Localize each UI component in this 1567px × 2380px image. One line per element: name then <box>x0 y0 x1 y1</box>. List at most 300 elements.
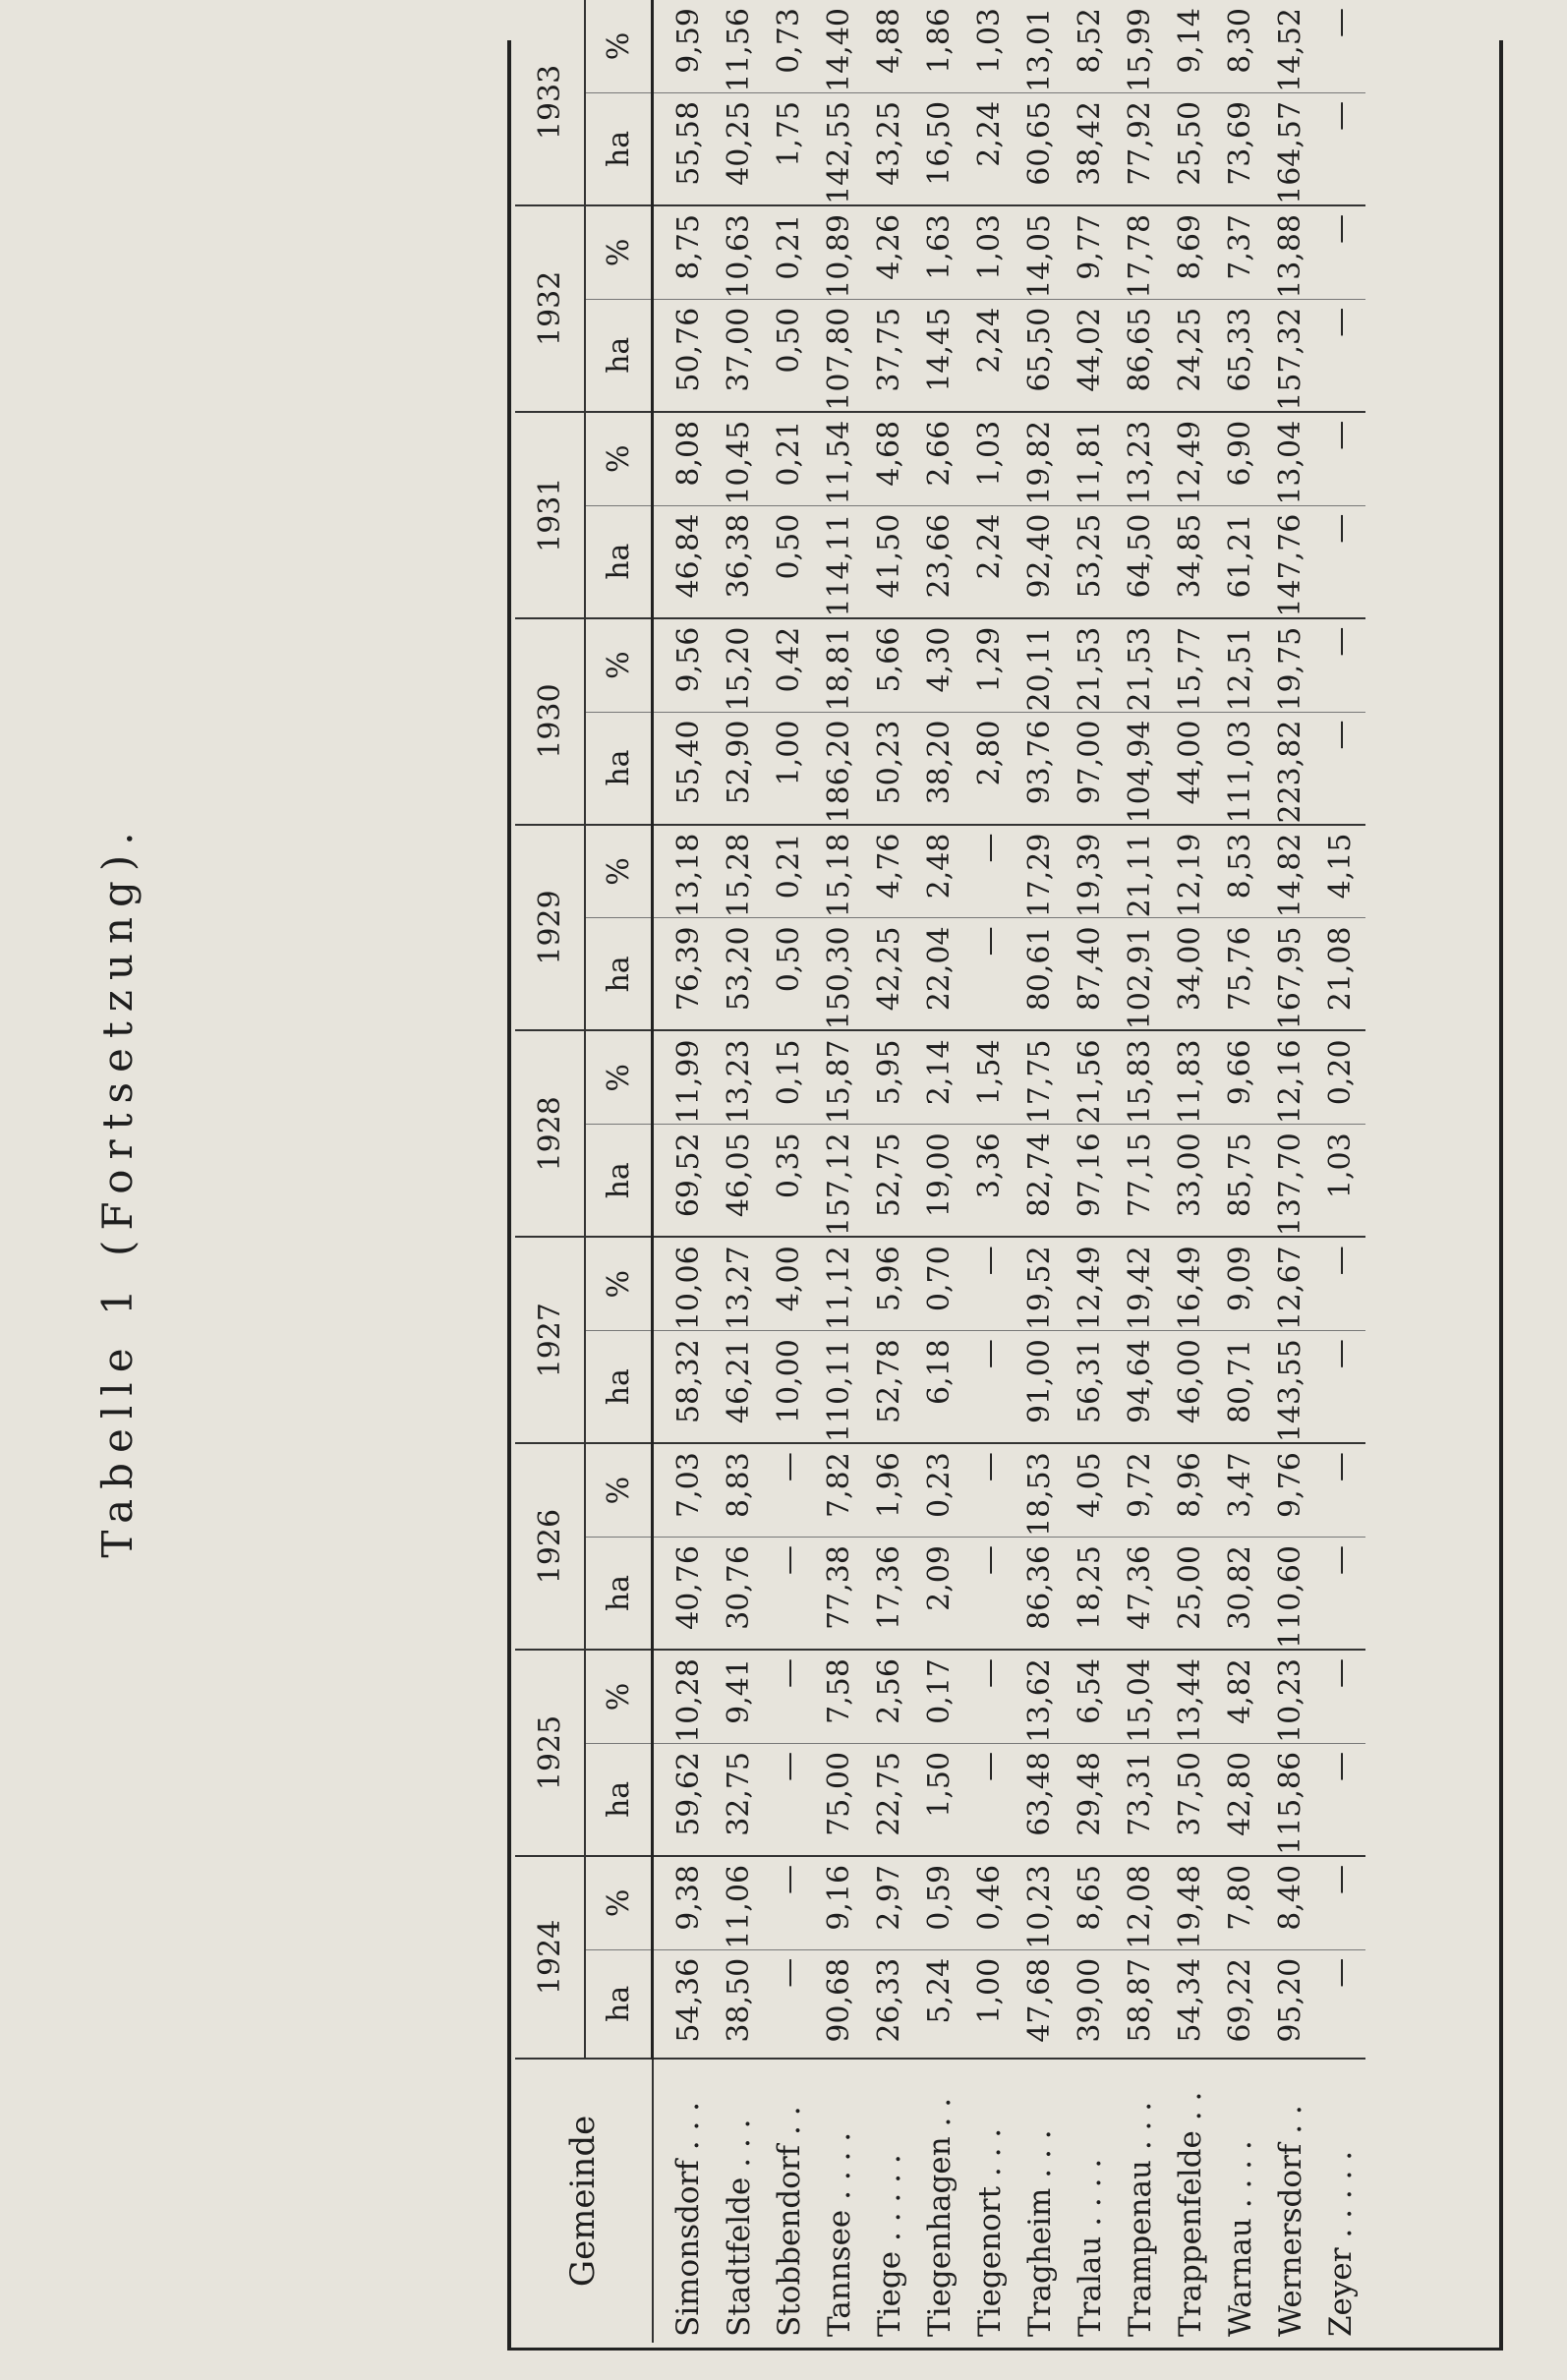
table-row <box>764 0 814 2343</box>
value-pct: 15,83 <box>1115 1030 1165 1124</box>
value-pct: 10,63 <box>714 205 764 299</box>
value-ha: 32,75 <box>714 1743 764 1855</box>
value-pct: 14,52 <box>1265 0 1315 92</box>
value-pct: 13,23 <box>714 1030 764 1124</box>
value-ha: 143,55 <box>1265 1331 1315 1443</box>
gemeinde-name: Wernersdorf . . <box>1272 2105 1308 2337</box>
value-ha: 36,38 <box>714 505 764 617</box>
unit-ha-header: ha <box>585 1331 653 1443</box>
year-header: 1933 <box>515 0 585 205</box>
value-pct: — <box>1315 618 1365 712</box>
value-ha: 34,85 <box>1165 505 1215 617</box>
value-ha: 80,61 <box>1015 918 1065 1030</box>
value-pct: 12,67 <box>1265 1237 1315 1330</box>
value-ha: 92,40 <box>1015 505 1065 617</box>
year-header: 1927 <box>515 1237 585 1443</box>
value-pct: 10,28 <box>653 1650 715 1743</box>
value-ha: 87,40 <box>1065 918 1115 1030</box>
value-ha: 90,68 <box>814 1949 864 2059</box>
value-ha: 39,00 <box>1065 1949 1115 2059</box>
value-pct: 14,05 <box>1015 205 1065 299</box>
value-ha: 65,50 <box>1015 299 1065 411</box>
value-pct: 6,90 <box>1215 412 1265 505</box>
value-pct: 18,81 <box>814 618 864 712</box>
year-header: 1931 <box>515 412 585 618</box>
value-ha: 75,00 <box>814 1743 864 1855</box>
table-row <box>714 0 764 2343</box>
value-ha: 40,25 <box>714 92 764 204</box>
value-pct: 1,29 <box>964 618 1015 712</box>
value-ha: 56,31 <box>1065 1331 1115 1443</box>
value-pct: 0,59 <box>914 1856 964 1949</box>
value-ha: 38,50 <box>714 1949 764 2059</box>
value-pct: 6,54 <box>1065 1650 1115 1743</box>
value-ha: 46,84 <box>653 505 715 617</box>
value-pct: 13,44 <box>1165 1650 1215 1743</box>
value-ha: 29,48 <box>1065 1743 1115 1855</box>
value-ha: — <box>964 1538 1015 1650</box>
table-row <box>1115 0 1165 2343</box>
unit-ha-header: ha <box>585 1125 653 1237</box>
value-ha: 54,36 <box>653 1949 715 2059</box>
value-ha: 1,03 <box>1315 1125 1365 1237</box>
value-pct: 7,80 <box>1215 1856 1265 1949</box>
unit-ha-header: ha <box>585 1949 653 2059</box>
value-pct: 0,21 <box>764 825 814 918</box>
value-pct: 21,53 <box>1065 618 1115 712</box>
value-ha: 95,20 <box>1265 1949 1315 2059</box>
gemeinde-name: Stobbendorf . . <box>771 2106 807 2337</box>
value-ha: — <box>1315 92 1365 204</box>
value-ha: 0,35 <box>764 1125 814 1237</box>
value-pct: 12,49 <box>1065 1237 1115 1330</box>
gemeinde-name: Warnau . . . . <box>1222 2140 1258 2337</box>
value-pct: 8,52 <box>1065 0 1115 92</box>
value-ha: 44,00 <box>1165 712 1215 824</box>
value-pct: 20,11 <box>1015 618 1065 712</box>
value-pct: 2,56 <box>864 1650 914 1743</box>
value-pct: 17,78 <box>1115 205 1165 299</box>
data-table <box>515 0 1365 2343</box>
value-ha: 157,32 <box>1265 299 1315 411</box>
value-pct: 8,08 <box>653 412 715 505</box>
value-ha: 43,25 <box>864 92 914 204</box>
table-row <box>964 0 1015 2343</box>
value-ha: 52,90 <box>714 712 764 824</box>
value-ha: 64,50 <box>1115 505 1165 617</box>
value-pct: 13,01 <box>1015 0 1065 92</box>
value-ha: 34,00 <box>1165 918 1215 1030</box>
value-pct: — <box>764 1856 814 1949</box>
gemeinde-name: Trampenau . . . <box>1122 2101 1158 2337</box>
gemeinde-name: Tralau . . . . <box>1072 2158 1108 2337</box>
value-ha: — <box>1315 712 1365 824</box>
value-pct: 8,96 <box>1165 1443 1215 1537</box>
value-pct: — <box>964 1443 1015 1537</box>
value-pct: — <box>1315 0 1365 92</box>
value-pct: 13,88 <box>1265 205 1315 299</box>
unit-ha-header: ha <box>585 1538 653 1650</box>
value-ha: 22,75 <box>864 1743 914 1855</box>
gemeinde-name: Zeyer . . . . . <box>1322 2150 1359 2337</box>
value-pct: 12,49 <box>1165 412 1215 505</box>
value-pct: 21,53 <box>1115 618 1165 712</box>
value-ha: 147,76 <box>1265 505 1315 617</box>
value-pct: 21,11 <box>1115 825 1165 918</box>
value-pct: 15,87 <box>814 1030 864 1124</box>
unit-pct-header: % <box>585 1856 653 1949</box>
value-pct: 1,96 <box>864 1443 914 1537</box>
value-ha: 91,00 <box>1015 1331 1065 1443</box>
value-ha: — <box>764 1538 814 1650</box>
year-header: 1925 <box>515 1650 585 1856</box>
value-pct: 0,73 <box>764 0 814 92</box>
value-ha: 38,42 <box>1065 92 1115 204</box>
unit-ha-header: ha <box>585 505 653 617</box>
unit-pct-header: % <box>585 618 653 712</box>
value-pct: 9,72 <box>1115 1443 1165 1537</box>
value-pct: — <box>1315 1237 1365 1330</box>
gemeinde-name: Tiege . . . . . <box>871 2154 907 2337</box>
value-ha: 44,02 <box>1065 299 1115 411</box>
value-ha: 14,45 <box>914 299 964 411</box>
value-ha: 46,21 <box>714 1331 764 1443</box>
value-pct: 11,83 <box>1165 1030 1215 1124</box>
value-pct: 19,52 <box>1015 1237 1065 1330</box>
value-pct: 18,53 <box>1015 1443 1065 1537</box>
value-ha: 21,08 <box>1315 918 1365 1030</box>
value-ha: — <box>1315 1949 1365 2059</box>
value-ha: 47,68 <box>1015 1949 1065 2059</box>
value-ha: 37,75 <box>864 299 914 411</box>
value-ha: 104,94 <box>1115 712 1165 824</box>
value-pct: 4,05 <box>1065 1443 1115 1537</box>
unit-pct-header: % <box>585 412 653 505</box>
value-ha: 86,36 <box>1015 1538 1065 1650</box>
value-ha: 46,00 <box>1165 1331 1215 1443</box>
value-pct: 1,63 <box>914 205 964 299</box>
unit-ha-header: ha <box>585 299 653 411</box>
table-row <box>814 0 864 2343</box>
value-ha: 102,91 <box>1115 918 1165 1030</box>
gemeinde-name: Tannsee . . . . <box>821 2131 857 2337</box>
value-ha: 2,24 <box>964 299 1015 411</box>
value-pct: 4,15 <box>1315 825 1365 918</box>
unit-pct-header: % <box>585 1650 653 1743</box>
gemeinde-name: Tragheim . . . <box>1021 2129 1058 2337</box>
value-pct: 9,09 <box>1215 1237 1265 1330</box>
unit-pct-header: % <box>585 825 653 918</box>
value-pct: 4,68 <box>864 412 914 505</box>
table-row <box>1065 0 1115 2343</box>
value-pct: 13,23 <box>1115 412 1165 505</box>
value-pct: 2,66 <box>914 412 964 505</box>
value-pct: 4,30 <box>914 618 964 712</box>
value-pct: 0,20 <box>1315 1030 1365 1124</box>
value-ha: 18,25 <box>1065 1538 1115 1650</box>
value-ha: — <box>764 1949 814 2059</box>
value-pct: 10,23 <box>1015 1856 1065 1949</box>
value-pct: 15,77 <box>1165 618 1215 712</box>
value-ha: — <box>1315 505 1365 617</box>
value-ha: 107,80 <box>814 299 864 411</box>
value-pct: — <box>964 825 1015 918</box>
value-ha: 110,11 <box>814 1331 864 1443</box>
value-ha: 5,24 <box>914 1949 964 2059</box>
value-ha: 1,00 <box>764 712 814 824</box>
value-pct: 5,95 <box>864 1030 914 1124</box>
value-pct: — <box>964 1237 1015 1330</box>
value-ha: 93,76 <box>1015 712 1065 824</box>
table-left-rule <box>507 2348 1503 2351</box>
value-pct: 10,23 <box>1265 1650 1315 1743</box>
value-ha: 73,69 <box>1215 92 1265 204</box>
value-ha: 37,00 <box>714 299 764 411</box>
value-ha: 142,55 <box>814 92 864 204</box>
value-ha: 46,05 <box>714 1125 764 1237</box>
value-pct: 13,18 <box>653 825 715 918</box>
value-ha: 40,76 <box>653 1538 715 1650</box>
value-pct: 9,41 <box>714 1650 764 1743</box>
unit-pct-header: % <box>585 0 653 92</box>
value-ha: 1,75 <box>764 92 814 204</box>
table-row <box>1315 0 1365 2343</box>
value-ha: 73,31 <box>1115 1743 1165 1855</box>
value-pct: 0,46 <box>964 1856 1015 1949</box>
value-ha: — <box>964 918 1015 1030</box>
value-pct: 16,49 <box>1165 1237 1215 1330</box>
value-ha: 54,34 <box>1165 1949 1215 2059</box>
value-pct: 1,54 <box>964 1030 1015 1124</box>
value-ha: 47,36 <box>1115 1538 1165 1650</box>
value-ha: — <box>964 1331 1015 1443</box>
value-ha: 69,22 <box>1215 1949 1265 2059</box>
value-pct: 17,29 <box>1015 825 1065 918</box>
value-ha: 6,18 <box>914 1331 964 1443</box>
value-pct: 19,39 <box>1065 825 1115 918</box>
value-ha: 33,00 <box>1165 1125 1215 1237</box>
year-header: 1926 <box>515 1443 585 1650</box>
value-ha: 111,03 <box>1215 712 1265 824</box>
value-ha: 97,00 <box>1065 712 1115 824</box>
value-pct: 15,20 <box>714 618 764 712</box>
unit-pct-header: % <box>585 205 653 299</box>
year-header: 1928 <box>515 1030 585 1237</box>
value-ha: 22,04 <box>914 918 964 1030</box>
value-pct: 0,42 <box>764 618 814 712</box>
value-ha: 1,50 <box>914 1743 964 1855</box>
gemeinde-name: Stadtfelde . . . <box>721 2119 757 2337</box>
table-caption: Tabelle 1 (Fortsetzung). <box>93 822 142 1558</box>
value-ha: — <box>764 1743 814 1855</box>
value-ha: 186,20 <box>814 712 864 824</box>
value-ha: 19,00 <box>914 1125 964 1237</box>
value-pct: 9,14 <box>1165 0 1215 92</box>
value-ha: 167,95 <box>1265 918 1315 1030</box>
value-pct: 12,16 <box>1265 1030 1315 1124</box>
value-pct: 21,56 <box>1065 1030 1115 1124</box>
value-ha: 223,82 <box>1265 712 1315 824</box>
value-pct: 1,03 <box>964 205 1015 299</box>
value-pct: 0,17 <box>914 1650 964 1743</box>
value-ha: 2,24 <box>964 92 1015 204</box>
table-row <box>914 0 964 2343</box>
value-ha: 3,36 <box>964 1125 1015 1237</box>
value-pct: 15,28 <box>714 825 764 918</box>
value-pct: 1,03 <box>964 0 1015 92</box>
value-ha: 65,33 <box>1215 299 1265 411</box>
value-ha: 59,62 <box>653 1743 715 1855</box>
value-pct: 4,82 <box>1215 1650 1265 1743</box>
value-ha: 69,52 <box>653 1125 715 1237</box>
value-ha: 10,00 <box>764 1331 814 1443</box>
year-header: 1930 <box>515 618 585 825</box>
value-pct: 9,77 <box>1065 205 1115 299</box>
value-pct: 7,37 <box>1215 205 1265 299</box>
unit-pct-header: % <box>585 1030 653 1124</box>
value-ha: — <box>1315 1331 1365 1443</box>
value-pct: — <box>764 1650 814 1743</box>
value-pct: 0,70 <box>914 1237 964 1330</box>
table-row <box>1015 0 1065 2343</box>
table-row <box>864 0 914 2343</box>
value-pct: 11,54 <box>814 412 864 505</box>
value-ha: 115,86 <box>1265 1743 1315 1855</box>
value-pct: 9,16 <box>814 1856 864 1949</box>
value-pct: 11,81 <box>1065 412 1115 505</box>
value-ha: 23,66 <box>914 505 964 617</box>
value-ha: — <box>964 1743 1015 1855</box>
value-pct: — <box>1315 205 1365 299</box>
table-row <box>1215 0 1265 2343</box>
value-pct: 7,58 <box>814 1650 864 1743</box>
value-pct: 10,89 <box>814 205 864 299</box>
value-ha: 17,36 <box>864 1538 914 1650</box>
value-ha: 2,80 <box>964 712 1015 824</box>
year-header: 1932 <box>515 205 585 412</box>
value-pct: 9,76 <box>1265 1443 1315 1537</box>
unit-ha-header: ha <box>585 712 653 824</box>
value-ha: 77,38 <box>814 1538 864 1650</box>
value-ha: 157,12 <box>814 1125 864 1237</box>
value-pct: 11,99 <box>653 1030 715 1124</box>
value-ha: 52,78 <box>864 1331 914 1443</box>
value-ha: 0,50 <box>764 299 814 411</box>
value-pct: 8,69 <box>1165 205 1215 299</box>
value-pct: 8,65 <box>1065 1856 1115 1949</box>
value-pct: 11,56 <box>714 0 764 92</box>
value-ha: 2,09 <box>914 1538 964 1650</box>
value-ha: 42,25 <box>864 918 914 1030</box>
value-pct: 5,96 <box>864 1237 914 1330</box>
value-ha: 86,65 <box>1115 299 1165 411</box>
value-ha: 97,16 <box>1065 1125 1115 1237</box>
value-ha: 52,75 <box>864 1125 914 1237</box>
value-pct: 10,45 <box>714 412 764 505</box>
value-ha: 150,30 <box>814 918 864 1030</box>
value-ha: 58,87 <box>1115 1949 1165 2059</box>
table-body <box>653 0 1366 2343</box>
value-ha: 2,24 <box>964 505 1015 617</box>
value-ha: 24,25 <box>1165 299 1215 411</box>
value-ha: 41,50 <box>864 505 914 617</box>
table-row <box>653 0 715 2343</box>
value-pct: 13,27 <box>714 1237 764 1330</box>
value-ha: 53,25 <box>1065 505 1115 617</box>
value-pct: 9,59 <box>653 0 715 92</box>
value-ha: 0,50 <box>764 918 814 1030</box>
value-pct: 19,82 <box>1015 412 1065 505</box>
value-ha: — <box>1315 1743 1365 1855</box>
value-pct: 8,75 <box>653 205 715 299</box>
value-ha: 30,76 <box>714 1538 764 1650</box>
value-ha: 42,80 <box>1215 1743 1265 1855</box>
gemeinde-name: Tiegenort . . . <box>971 2127 1008 2337</box>
value-pct: 3,47 <box>1215 1443 1265 1537</box>
gemeinde-header: Gemeinde <box>515 2059 653 2343</box>
value-ha: — <box>1315 1538 1365 1650</box>
value-pct: 4,76 <box>864 825 914 918</box>
value-ha: 58,32 <box>653 1331 715 1443</box>
table-row <box>1165 0 1215 2343</box>
value-ha: 61,21 <box>1215 505 1265 617</box>
value-pct: 4,88 <box>864 0 914 92</box>
table-row <box>1265 0 1315 2343</box>
value-ha: 37,50 <box>1165 1743 1215 1855</box>
value-pct: 4,00 <box>764 1237 814 1330</box>
gemeinde-name: Tiegenhagen . . <box>921 2097 958 2337</box>
value-pct: 19,48 <box>1165 1856 1215 1949</box>
unit-ha-header: ha <box>585 918 653 1030</box>
value-ha: 85,75 <box>1215 1125 1265 1237</box>
value-ha: 63,48 <box>1015 1743 1065 1855</box>
value-ha: 53,20 <box>714 918 764 1030</box>
value-ha: 94,64 <box>1115 1331 1165 1443</box>
value-pct: — <box>964 1650 1015 1743</box>
value-pct: 4,26 <box>864 205 914 299</box>
value-pct: 0,15 <box>764 1030 814 1124</box>
value-ha: 50,23 <box>864 712 914 824</box>
value-pct: 7,03 <box>653 1443 715 1537</box>
value-ha: 75,76 <box>1215 918 1265 1030</box>
value-pct: 1,03 <box>964 412 1015 505</box>
value-pct: 11,06 <box>714 1856 764 1949</box>
value-ha: 26,33 <box>864 1949 914 2059</box>
value-ha: 60,65 <box>1015 92 1065 204</box>
value-ha: 82,74 <box>1015 1125 1065 1237</box>
value-pct: 9,56 <box>653 618 715 712</box>
value-pct: 19,75 <box>1265 618 1315 712</box>
value-ha: 77,92 <box>1115 92 1165 204</box>
value-ha: — <box>1315 299 1365 411</box>
value-pct: 14,82 <box>1265 825 1315 918</box>
value-pct: 15,04 <box>1115 1650 1165 1743</box>
value-pct: 9,66 <box>1215 1030 1265 1124</box>
value-pct: 1,86 <box>914 0 964 92</box>
value-ha: 80,71 <box>1215 1331 1265 1443</box>
value-pct: 2,97 <box>864 1856 914 1949</box>
value-ha: 137,70 <box>1265 1125 1315 1237</box>
value-pct: 15,99 <box>1115 0 1165 92</box>
value-pct: 14,40 <box>814 0 864 92</box>
value-pct: 0,21 <box>764 412 814 505</box>
value-ha: 77,15 <box>1115 1125 1165 1237</box>
value-pct: 15,18 <box>814 825 864 918</box>
value-pct: 10,06 <box>653 1237 715 1330</box>
value-ha: 38,20 <box>914 712 964 824</box>
unit-ha-header: ha <box>585 92 653 204</box>
value-ha: 76,39 <box>653 918 715 1030</box>
